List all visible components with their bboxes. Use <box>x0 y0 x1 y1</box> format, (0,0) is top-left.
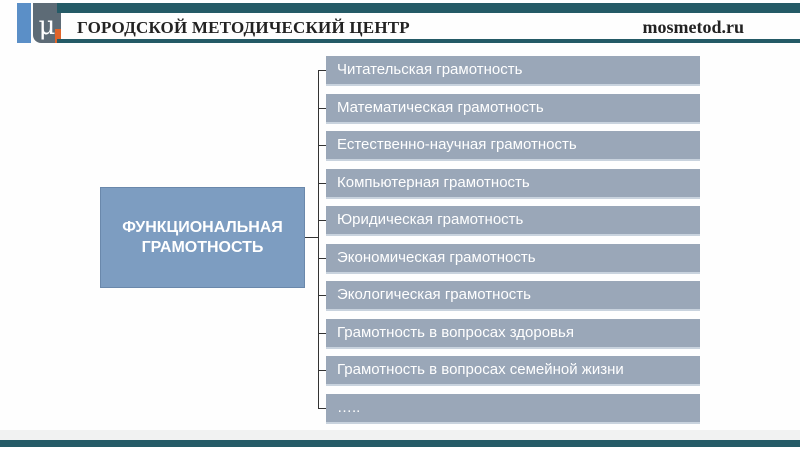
connector-vertical <box>318 70 319 408</box>
list-item: Естественно-научная грамотность <box>326 131 700 161</box>
connector-tick <box>318 220 326 221</box>
connector-tick <box>318 183 326 184</box>
list-item: Экономическая грамотность <box>326 244 700 274</box>
logo-mu: μ <box>38 11 56 41</box>
connector-horizontal <box>305 237 319 238</box>
connector-tick <box>318 408 326 409</box>
list-item: Математическая грамотность <box>326 94 700 124</box>
list-item: Читательская грамотность <box>326 56 700 86</box>
list-item: Компьютерная грамотность <box>326 169 700 199</box>
list-item: ….. <box>326 394 700 424</box>
connector-tick <box>318 258 326 259</box>
connector-tick <box>318 333 326 334</box>
list-item: Экологическая грамотность <box>326 281 700 311</box>
header-top-bar <box>57 3 800 13</box>
list-item: Грамотность в вопросах здоровья <box>326 319 700 349</box>
connector-tick <box>318 108 326 109</box>
connector-tick <box>318 295 326 296</box>
connector-tick <box>318 370 326 371</box>
footer-bar <box>0 440 800 447</box>
list-item: Юридическая грамотность <box>326 206 700 236</box>
connector-tick <box>318 70 326 71</box>
connector-tick <box>318 145 326 146</box>
logo-blue-block <box>17 3 31 43</box>
site-link[interactable]: mosmetod.ru <box>642 17 744 37</box>
footer-band <box>0 430 800 440</box>
header-bottom-line <box>57 39 800 43</box>
org-name: ГОРОДСКОЙ МЕТОДИЧЕСКИЙ ЦЕНТР <box>77 18 410 37</box>
center-node: ФУНКЦИОНАЛЬНАЯ ГРАМОТНОСТЬ <box>100 187 305 288</box>
list-item: Грамотность в вопросах семейной жизни <box>326 356 700 386</box>
